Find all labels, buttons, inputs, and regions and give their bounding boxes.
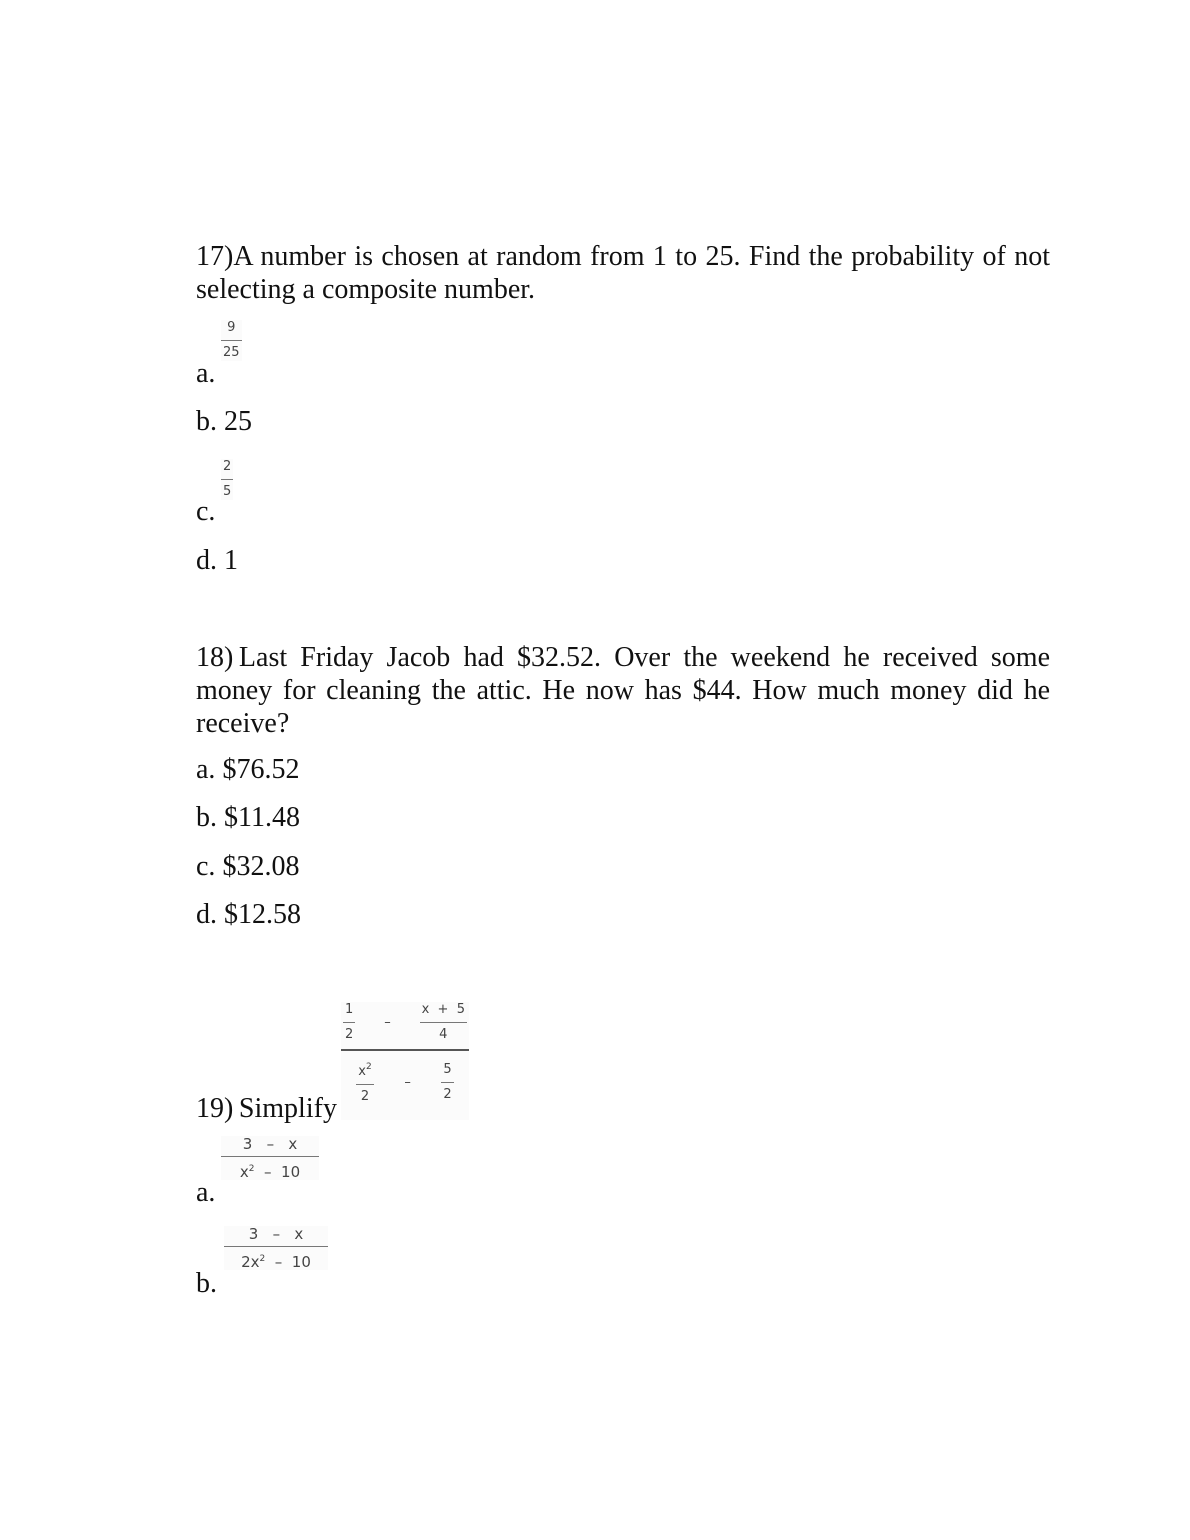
denominator xyxy=(239,1251,313,1270)
option-label: d. xyxy=(196,899,217,930)
q17-option-a-fraction xyxy=(221,320,242,361)
q19-complex-fraction xyxy=(341,1002,469,1120)
numerator: 3 – x xyxy=(242,1135,298,1153)
numerator: 3 – x xyxy=(248,1225,304,1243)
fraction-bar xyxy=(221,1156,319,1157)
q17-option-c-fraction xyxy=(221,459,233,500)
option-label: a. xyxy=(196,754,216,785)
q18-option-a xyxy=(196,753,299,786)
q19-option-b-fraction xyxy=(224,1226,328,1270)
exponent: 2 xyxy=(248,1164,255,1174)
question-18-text: 18) Last Friday Jacob had $32.52. Over the weekend he received some money for cleaning the attic. He now has $44. How much money did he receive? xyxy=(196,642,1050,739)
fraction-bar xyxy=(420,1022,467,1023)
denominator: 2 xyxy=(360,1089,370,1104)
operator: – xyxy=(404,1074,411,1090)
fraction-bar xyxy=(221,340,242,341)
option-label: d. xyxy=(196,545,217,576)
fraction-bar xyxy=(343,1022,355,1023)
fraction-bar xyxy=(441,1082,453,1083)
denominator: 25 xyxy=(223,345,240,360)
option-label: a. xyxy=(196,1177,216,1208)
base: 2x xyxy=(241,1253,260,1271)
denominator: 4 xyxy=(439,1027,448,1042)
numerator: 9 xyxy=(227,320,236,335)
q19-option-a-fraction xyxy=(221,1136,319,1180)
exponent: 2 xyxy=(366,1062,372,1072)
option-value: 1 xyxy=(224,545,238,576)
exponent: 2 xyxy=(259,1254,266,1264)
question-17-text: 17)A number is chosen at random from 1 to 25. Find the probability of not selecting a composite number. xyxy=(196,241,1050,305)
option-label: b. xyxy=(196,406,217,437)
q18-option-c xyxy=(196,850,299,883)
numerator: 5 xyxy=(443,1061,452,1077)
option-label: a. xyxy=(196,358,216,389)
option-label: b. xyxy=(196,1268,217,1299)
numerator: 2 xyxy=(223,459,232,474)
option-label: b. xyxy=(196,802,217,833)
q17-option-a xyxy=(196,357,215,390)
denominator: 2 xyxy=(443,1086,452,1102)
fraction-bar xyxy=(356,1084,373,1085)
q18-option-d xyxy=(196,898,301,931)
q17-option-c xyxy=(196,495,215,528)
q17-option-d xyxy=(196,544,238,577)
denominator: 2 xyxy=(345,1027,354,1042)
fraction-bar xyxy=(224,1246,328,1247)
q19-option-b xyxy=(196,1267,217,1300)
fraction-bar xyxy=(221,479,233,480)
numerator: x xyxy=(358,1064,366,1079)
q17-option-b xyxy=(196,405,252,438)
option-value: $32.08 xyxy=(222,851,300,882)
base: x xyxy=(239,1163,249,1181)
numerator: 1 xyxy=(345,1002,354,1017)
remainder: – 10 xyxy=(265,1253,311,1271)
option-value: $12.58 xyxy=(224,899,301,930)
numerator: x + 5 xyxy=(421,1002,465,1017)
q18-option-b xyxy=(196,801,300,834)
option-value: $76.52 xyxy=(222,754,300,785)
option-label: c. xyxy=(196,496,216,527)
option-label: c. xyxy=(196,851,216,882)
denominator xyxy=(238,1161,302,1180)
q19-option-a xyxy=(196,1176,215,1209)
main-fraction-bar xyxy=(341,1049,469,1051)
operator: – xyxy=(384,1015,391,1030)
option-value: $11.48 xyxy=(224,802,300,833)
remainder: – 10 xyxy=(254,1163,301,1181)
question-19-text: 19) Simplify xyxy=(196,1093,337,1124)
option-value: 25 xyxy=(224,406,252,437)
denominator: 5 xyxy=(223,484,232,499)
